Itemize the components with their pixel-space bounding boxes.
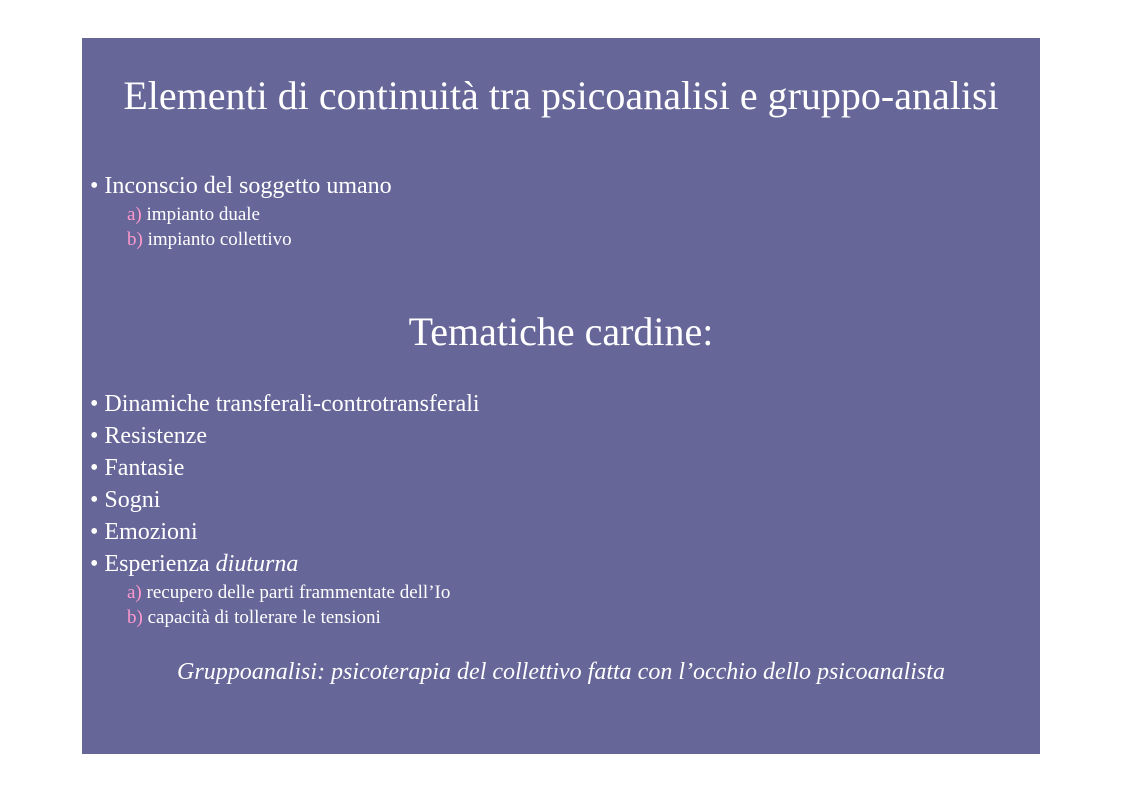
subitem-text: recupero delle parti frammentate dell’Io (141, 582, 451, 603)
subitem-text: capacità di tollerare le tensioni (142, 607, 381, 628)
bullet-resistenze: • Resistenze (90, 423, 208, 449)
subitem-marker: a) (127, 582, 142, 603)
subitem-b-impianto-collettivo (127, 230, 292, 249)
subitem-text: impianto duale (141, 204, 260, 225)
bullet-esperienza-prefix: • Esperienza (90, 551, 216, 577)
section-heading: Tematiche cardine: (408, 309, 714, 354)
subitem-marker: b) (127, 607, 143, 628)
subitem-a-recupero (127, 583, 450, 602)
closing-statement: Gruppoanalisi: psicoterapia del collettivo fatta con l’occhio dello psicoanalista (177, 659, 945, 685)
subitem-marker: a) (127, 204, 142, 225)
subitem-text: impianto collettivo (142, 229, 292, 250)
slide-title: Elementi di continuità tra psicoanalisi e gruppo-analisi (123, 73, 999, 118)
bullet-esperienza-emphasis: diuturna (215, 551, 299, 577)
subitem-marker: b) (127, 229, 143, 250)
bullet-sogni: • Sogni (90, 487, 161, 513)
bullet-fantasie: • Fantasie (90, 455, 185, 481)
bullet-dinamiche: • Dinamiche transferali-controtransferali (90, 391, 480, 417)
subitem-a-impianto-duale (127, 205, 260, 224)
bullet-emozioni: • Emozioni (90, 519, 198, 545)
bullet-esperienza (90, 552, 298, 576)
subitem-b-tensioni (127, 608, 381, 627)
bullet-inconscio: • Inconscio del soggetto umano (90, 173, 392, 199)
slide (82, 38, 1040, 754)
